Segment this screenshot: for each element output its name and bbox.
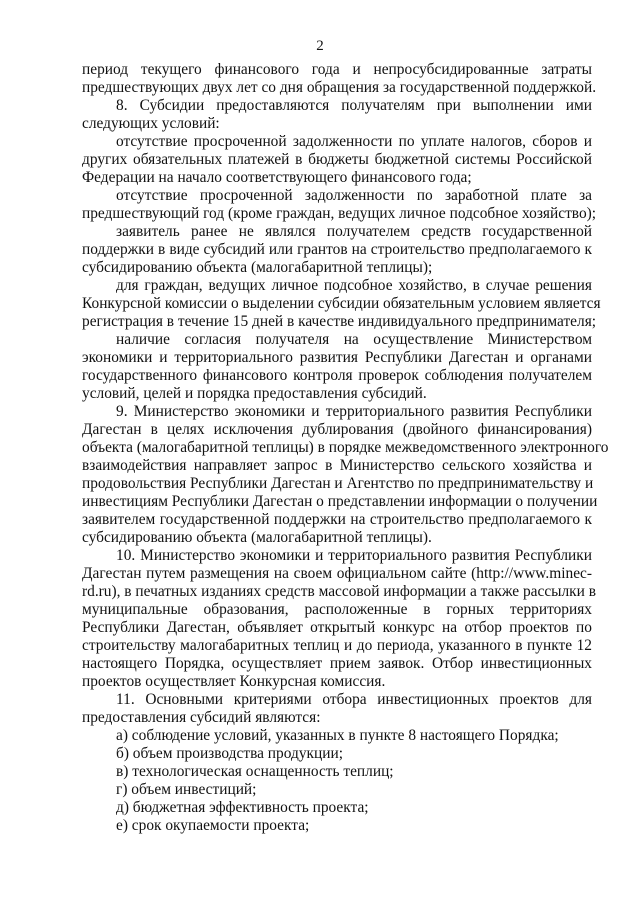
text-line: Конкурсной комиссии о выделении субсидии обязательным условием является xyxy=(82,295,601,312)
text-line: предшествующих двух лет со дня обращения за государственной поддержкой. xyxy=(82,79,597,96)
text-line: период текущего финансового года и непросубсидированные затраты xyxy=(82,61,592,78)
text-line: взаимодействия направляет запрос в Министерство сельского хозяйства и xyxy=(82,457,592,474)
text-line: объекта (малогабаритной теплицы) в порядке межведомственного электронного xyxy=(82,439,609,456)
text-line: заявителем государственной поддержки на строительство предполагаемого к xyxy=(82,511,592,528)
text-line: муниципальные образования, расположенные в горных территориях xyxy=(82,601,592,618)
text-line: предшествующий год (кроме граждан, ведущих личное подсобное хозяйство); xyxy=(82,205,597,222)
text-line: г) объем инвестиций; xyxy=(116,781,257,798)
text-line: Дагестан в целях исключения дублирования (двойного финансирования) xyxy=(82,421,592,438)
text-line: 9. Министерство экономики и территориального развития Республики xyxy=(116,403,592,420)
text-line: Республики Дагестан, объявляет открытый конкурс на отбор проектов по xyxy=(82,619,592,636)
text-line: отсутствие просроченной задолженности по заработной плате за xyxy=(116,187,592,204)
text-line: а) соблюдение условий, указанных в пункте 8 настоящего Порядка; xyxy=(116,727,559,744)
text-line: д) бюджетная эффективность проекта; xyxy=(116,799,369,816)
text-line: для граждан, ведущих личное подсобное хозяйство, в случае решения xyxy=(116,277,592,294)
text-line: Федерации на начало соответствующего финансового года; xyxy=(82,169,472,186)
text-line: предоставления субсидий являются: xyxy=(82,709,321,726)
text-line: экономики и территориального развития Республики Дагестан и органами xyxy=(82,349,592,366)
text-line: 10. Министерство экономики и территориального развития Республики xyxy=(116,547,592,564)
text-line: поддержки в виде субсидий или грантов на строительство предполагаемого к xyxy=(82,241,592,258)
text-line: государственного финансового контроля проверок соблюдения получателем xyxy=(82,367,592,384)
text-line: регистрация в течение 15 дней в качестве индивидуального предпринимателя; xyxy=(82,313,597,330)
page-number: 2 xyxy=(316,38,324,54)
text-line: б) объем производства продукции; xyxy=(116,745,343,762)
text-line: е) срок окупаемости проекта; xyxy=(116,817,310,834)
text-line: заявитель ранее не являлся получателем средств государственной xyxy=(116,223,592,240)
text-line: 11. Основными критериями отбора инвестиционных проектов для xyxy=(116,691,592,708)
text-line: строительству малогабаритных теплиц и до периода, указанного в пункте 12 xyxy=(82,637,592,654)
text-line: в) технологическая оснащенность теплиц; xyxy=(116,763,394,780)
text-line: других обязательных платежей в бюджеты бюджетной системы Российской xyxy=(82,151,592,168)
text-line: отсутствие просроченной задолженности по уплате налогов, сборов и xyxy=(116,133,592,150)
text-line: субсидированию объекта (малогабаритной теплицы); xyxy=(82,259,433,276)
text-line: Дагестан путем размещения на своем официальном сайте (http://www.minec- xyxy=(82,565,592,582)
text-line: продовольствия Республики Дагестан и Агентство по предпринимательству и xyxy=(82,475,594,492)
text-line: условий, целей и порядка предоставления субсидий. xyxy=(82,385,427,402)
text-line: проектов осуществляет Конкурсная комиссия. xyxy=(82,673,386,690)
text-line: следующих условий: xyxy=(82,115,220,132)
text-line: субсидированию объекта (малогабаритной теплицы). xyxy=(82,529,432,546)
text-line: наличие согласия получателя на осуществление Министерством xyxy=(116,331,592,348)
text-line: 8. Субсидии предоставляются получателям при выполнении ими xyxy=(116,97,592,114)
text-line: инвестициям Республики Дагестан о представлении информации о получении xyxy=(82,493,598,510)
text-line: настоящего Порядка, осуществляет прием заявок. Отбор инвестиционных xyxy=(82,655,592,672)
text-line: rd.ru), в печатных изданиях средств массовой информации а также рассылки в xyxy=(82,583,597,600)
